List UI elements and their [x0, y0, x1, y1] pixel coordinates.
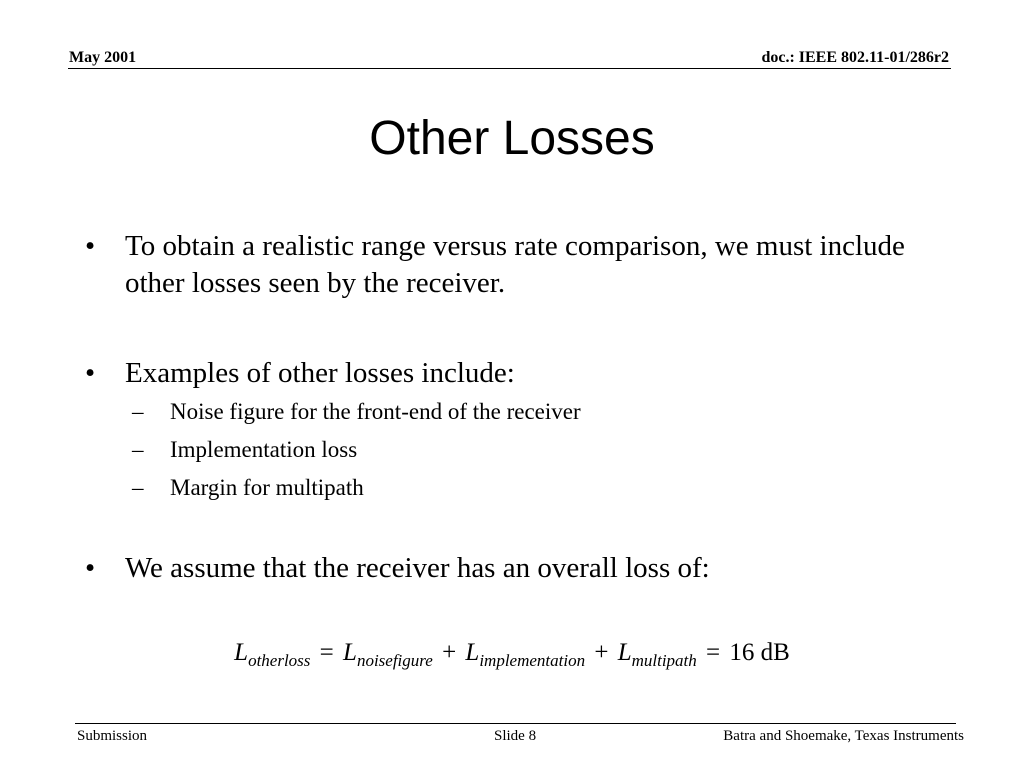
sub-bullet-item	[132, 398, 950, 426]
equation-operator: +	[442, 639, 457, 666]
bullet-item	[85, 228, 955, 302]
sub-bullet-marker: –	[132, 437, 144, 462]
header-date: May 2001	[69, 49, 137, 66]
sub-bullet-marker: –	[132, 399, 144, 424]
equation-operator: =	[319, 639, 334, 666]
sub-bullet-marker: –	[132, 475, 144, 500]
equation-subscript: otherloss	[248, 651, 311, 670]
slide-title: Other Losses	[369, 112, 655, 165]
bullet-text: To obtain a realistic range versus rate comparison, we must include other losses seen by the receiver.	[125, 230, 905, 299]
footer-authors: Batra and Shoemake, Texas Instruments	[723, 728, 964, 744]
equation-result: 16 dB	[729, 639, 790, 666]
sub-bullet-text: Noise figure for the front-end of the receiver	[170, 399, 581, 424]
equation-variable: L	[234, 639, 249, 666]
bullet-text: Examples of other losses include:	[125, 357, 515, 389]
equation-variable: L	[343, 639, 357, 666]
header-doc-id: doc.: IEEE 802.11-01/286r2	[761, 49, 949, 66]
equation-variable: L	[617, 639, 632, 666]
sub-bullet-text: Implementation loss	[170, 437, 358, 462]
footer-submission: Submission	[77, 728, 148, 744]
bullet-marker: •	[85, 552, 96, 584]
footer-slide-number: Slide 8	[494, 728, 537, 744]
equation-operator: =	[706, 639, 721, 666]
header-divider	[68, 68, 951, 69]
equation-subscript: multipath	[631, 651, 697, 670]
equation-variable: L	[465, 639, 480, 666]
bullet-item	[85, 550, 955, 587]
bullet-marker: •	[85, 357, 96, 389]
sub-bullet-item	[132, 474, 950, 502]
equation-subscript: implementation	[479, 651, 586, 670]
equation-operator: +	[594, 639, 609, 666]
equation-subscript: noisefigure	[356, 651, 433, 670]
loss-equation	[0, 636, 1024, 670]
sub-bullet-item	[132, 436, 950, 464]
bullet-item	[85, 355, 955, 392]
sub-bullet-text: Margin for multipath	[170, 475, 364, 500]
bullet-text: We assume that the receiver has an overall loss of:	[125, 552, 710, 584]
bullet-marker: •	[85, 230, 96, 262]
footer-divider	[75, 723, 956, 724]
